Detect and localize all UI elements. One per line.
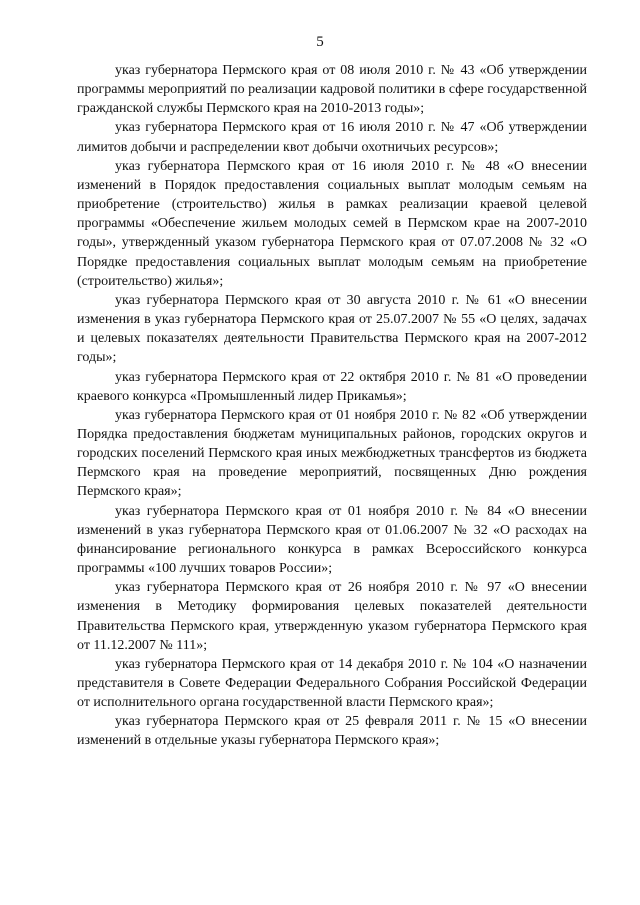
decree-paragraph-10: указ губернатора Пермского края от 25 февраля 2011 г. № 15 «О внесении изменений в отдельные указы губернатора Пермского края»; (77, 714, 587, 749)
decree-paragraph-7: указ губернатора Пермского края от 01 ноября 2010 г. № 84 «О внесении изменений в указ губернатора Пермского края от 01.06.2007 № 32 «О расходах на финансирование регионального конкурса в рамках Всероссийского конкурса программы «100 лучших товаров России»; (77, 503, 587, 577)
decree-paragraph-6: указ губернатора Пермского края от 01 ноября 2010 г. № 82 «Об утверждении Порядка предоставления бюджетам муниципальных районов, городских округов и городских поселений Пермского края иных межбюджетных трансфертов из бюджета Пермского края на проведение мероприятий, посвященных Дню рождения Пермского края»; (77, 407, 587, 500)
decree-paragraph-8: указ губернатора Пермского края от 26 ноября 2010 г. № 97 «О внесении изменения в Методику формирования целевых показателей деятельности Правительства Пермского края, утвержденную указом губернатора Пермского края от 11.12.2007 № 111»; (77, 580, 587, 653)
decree-paragraph-4: указ губернатора Пермского края от 30 августа 2010 г. № 61 «О внесении изменения в указ губернатора Пермского края от 25.07.2007 № 55 «О целях, задачах и целевых показателях деятельности Правительства Пермского края на 2007-2012 годы»; (77, 292, 587, 366)
decree-paragraph-2: указ губернатора Пермского края от 16 июля 2010 г. № 47 «Об утверждении лимитов добычи и распределении квот добычи охотничьих ресурсов»; (77, 120, 587, 155)
page-number: 5 (316, 34, 324, 50)
document-body (77, 61, 587, 751)
decree-paragraph-9: указ губернатора Пермского края от 14 декабря 2010 г. № 104 «О назначении представителя в Совете Федерации Федерального Собрания Российской Федерации от исполнительного органа государственной власти Пермского края»; (77, 656, 587, 711)
decree-paragraph-3: указ губернатора Пермского края от 16 июля 2010 г. № 48 «О внесении изменений в Порядок предоставления социальных выплат молодым семьям на приобретение (строительство) жилья в рамках реализации краевой целевой программы «Обеспечение жильем молодых семей в Пермском крае на 2007-2010 годы», утвержденный указом губернатора Пермского края от 07.07.2008 № 32 «О Порядке предоставления социальных выплат молодым семьям на приобретение (строительство) жилья»; (77, 158, 587, 289)
decree-paragraph-5: указ губернатора Пермского края от 22 октября 2010 г. № 81 «О проведении краевого конкурса «Промышленный лидер Прикамья»; (77, 369, 587, 404)
decree-paragraph-1: указ губернатора Пермского края от 08 июля 2010 г. № 43 «Об утверждении программы мероприятий по реализации кадровой политики в сфере государственной гражданской службы Пермского края на 2010-2013 годы»; (77, 63, 587, 117)
